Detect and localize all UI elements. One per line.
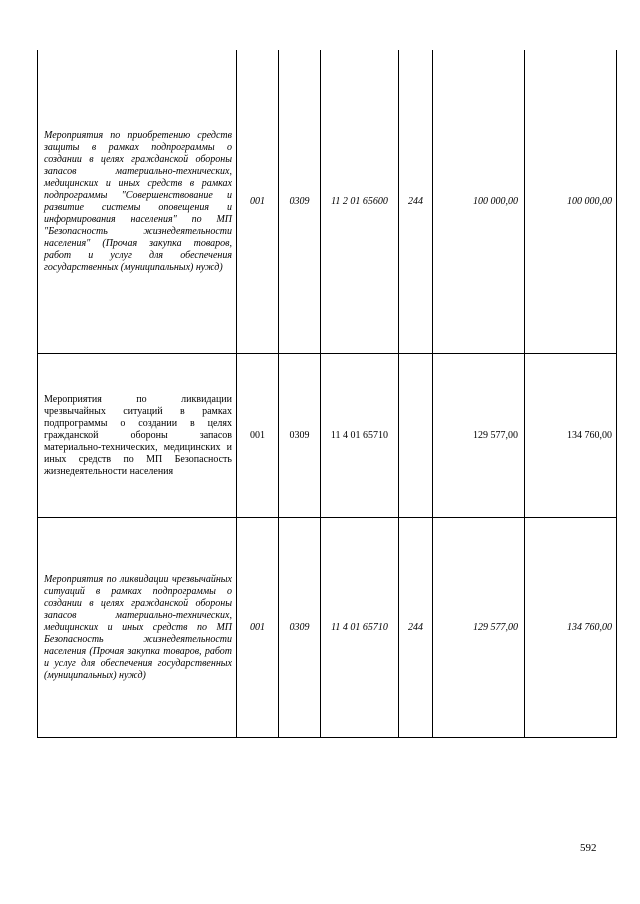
- page-number: 592: [580, 842, 597, 854]
- row-sum-year1: 129 577,00: [432, 518, 524, 737]
- row-description: Мероприятия по приобретению средств защиты в рамках подпрограммы о создании в целях гражданской обороны запасов материально-технических, медицинских и иных средств в рамках подпрограммы "Совершенствование и развитие системы оповещения и информирования населения" по МП "Безопасность жизнедеятельности населения" (Прочая закупка товаров, работ и услуг для обеспечения государственных (муниципальных) нужд): [44, 129, 232, 273]
- row-section-code: 0309: [278, 518, 320, 737]
- row-sum-year1: 129 577,00: [432, 354, 524, 517]
- table-row: [38, 517, 616, 737]
- row-target-article: 11 4 01 65710: [320, 518, 398, 737]
- row-target-article: 11 2 01 65600: [320, 50, 398, 353]
- row-admin-code: 001: [236, 50, 278, 353]
- row-sum-year2: 100 000,00: [524, 50, 616, 353]
- table-row: [38, 50, 616, 353]
- row-admin-code: 001: [236, 518, 278, 737]
- row-target-article: 11 4 01 65710: [320, 354, 398, 517]
- row-description: Мероприятия по ликвидации чрезвычайных ситуаций в рамках подпрограммы о создании в целях гражданской обороны запасов материально-технических, медицинских и иных средств по МП Безопасность жизнедеятельности населения (Прочая закупка товаров, работ и услуг для обеспечения государственных (муниципальных) нужд): [44, 573, 232, 681]
- budget-table: [37, 50, 617, 738]
- row-section-code: 0309: [278, 354, 320, 517]
- row-sum-year2: 134 760,00: [524, 354, 616, 517]
- row-expense-type: 244: [398, 518, 432, 737]
- row-expense-type: 244: [398, 50, 432, 353]
- row-admin-code: 001: [236, 354, 278, 517]
- row-sum-year2: 134 760,00: [524, 518, 616, 737]
- row-section-code: 0309: [278, 50, 320, 353]
- row-sum-year1: 100 000,00: [432, 50, 524, 353]
- row-description: Мероприятия по ликвидации чрезвычайных ситуаций в рамках подпрограммы о создании в целях гражданской обороны запасов материально-технических, медицинских и иных средств по МП Безопасность жизнедеятельности населения: [44, 393, 232, 477]
- table-row: [38, 353, 616, 517]
- row-expense-type: [398, 354, 432, 517]
